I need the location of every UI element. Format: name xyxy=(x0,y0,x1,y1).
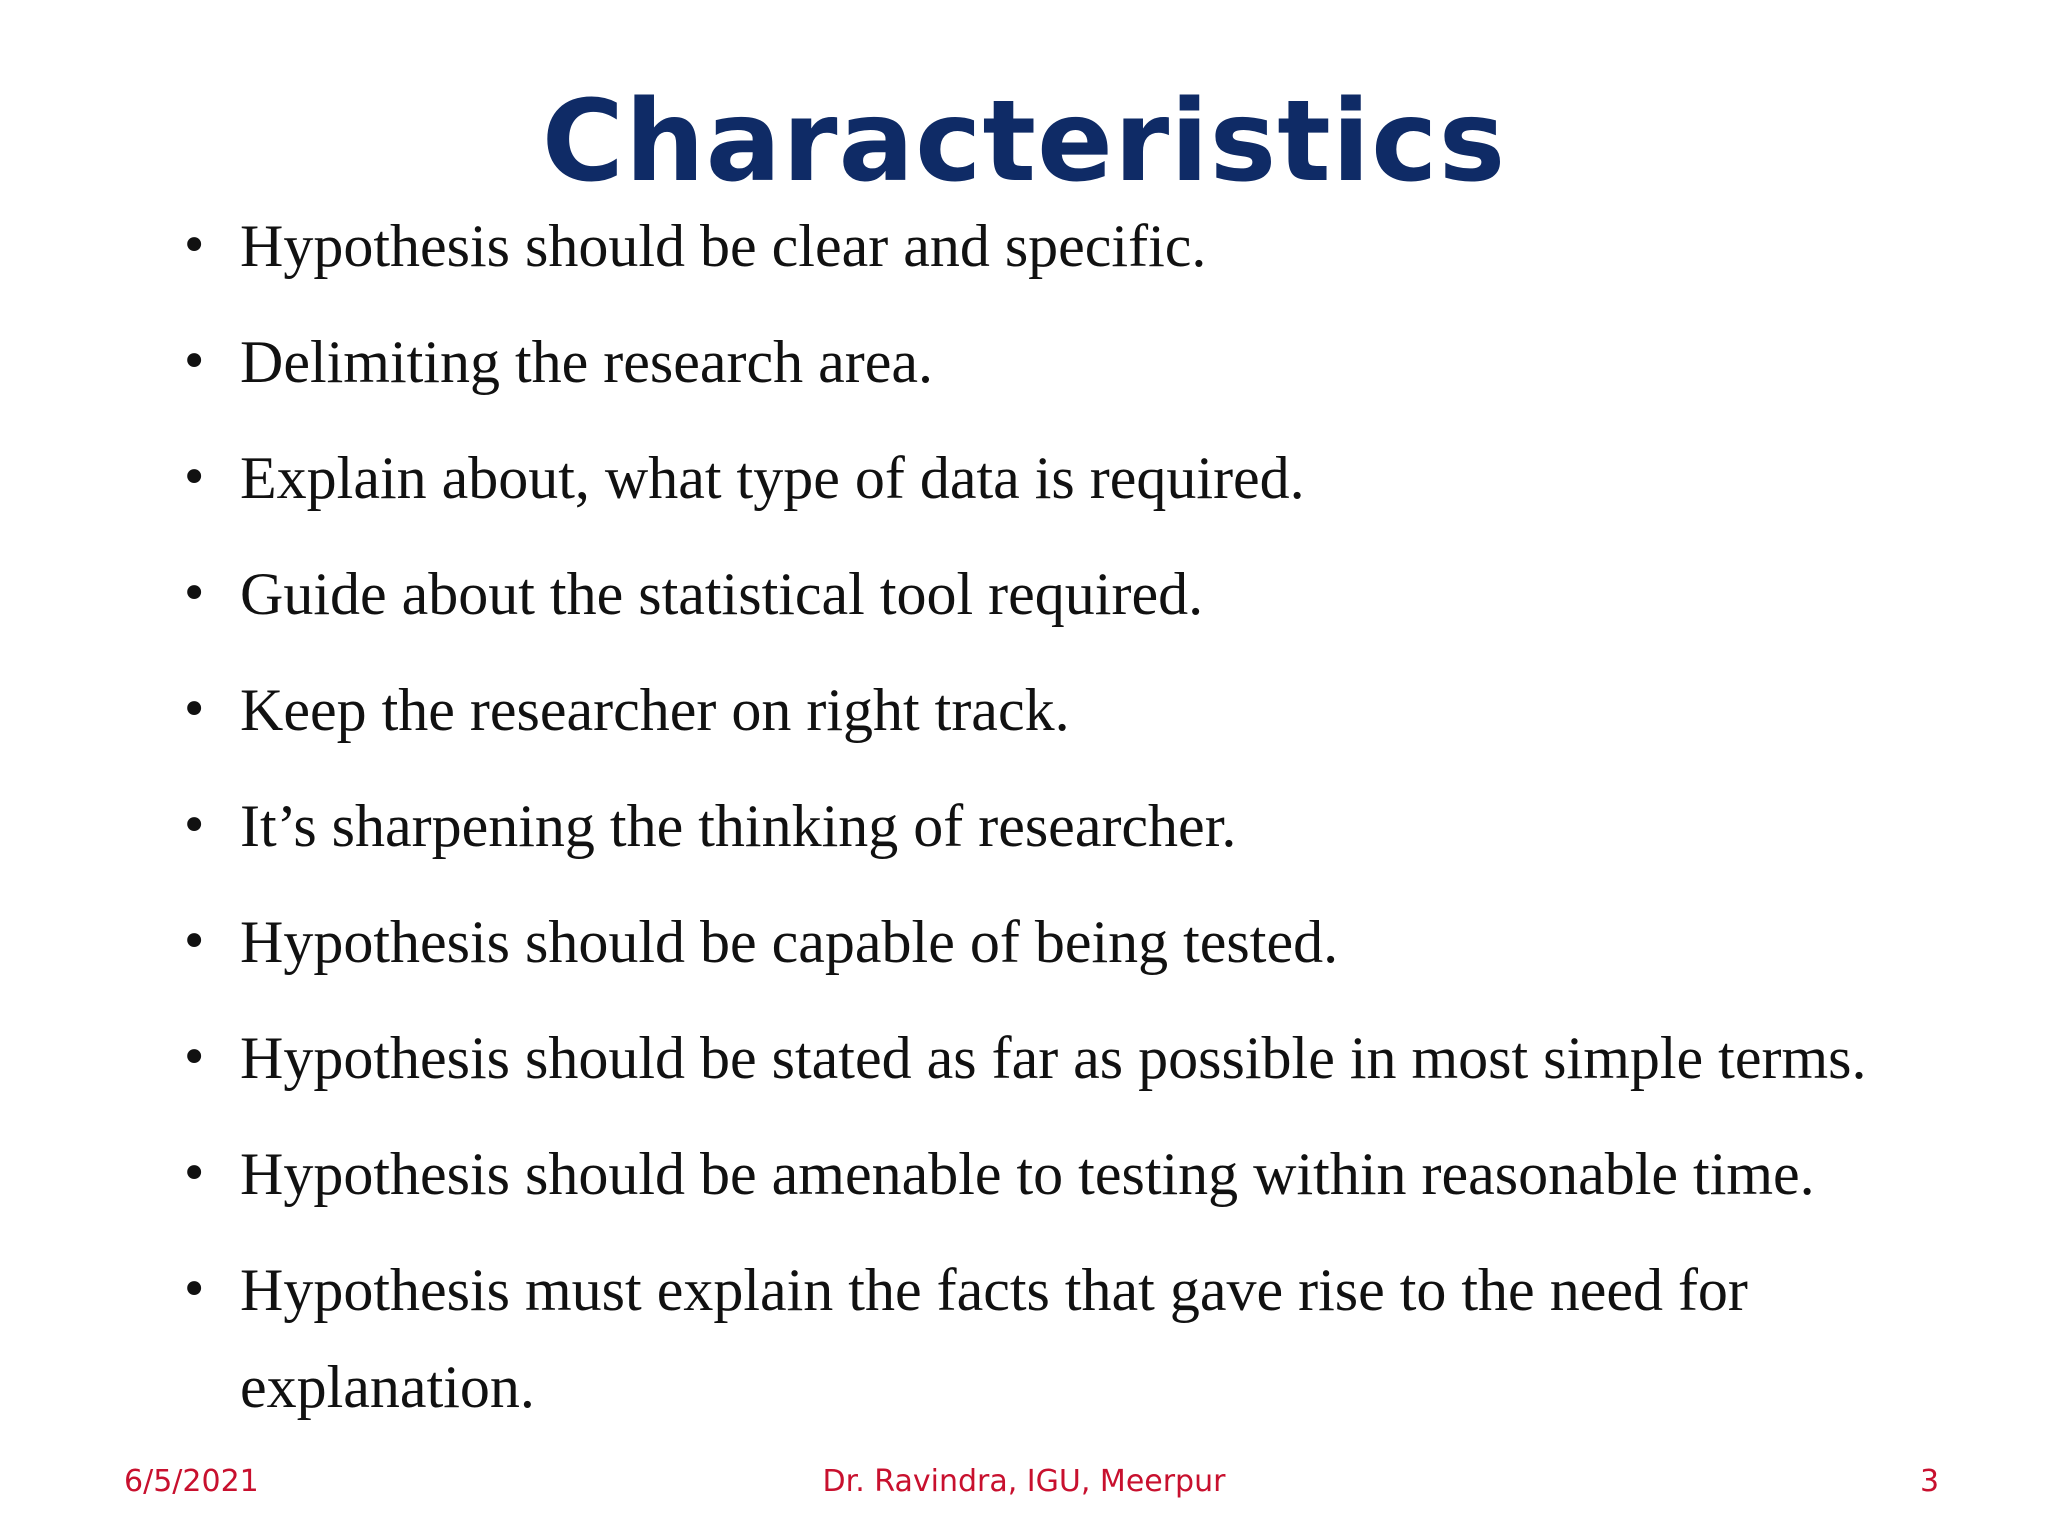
bullet-text: Hypothesis should be clear and specific. xyxy=(240,213,1207,279)
bullet-text: Delimiting the research area. xyxy=(240,329,933,395)
bullet-text: Explain about, what type of data is required. xyxy=(240,445,1305,511)
bullet-item xyxy=(170,894,2030,1010)
bullet-list xyxy=(170,198,2030,1436)
bullet-text: Keep the researcher on right track. xyxy=(240,677,1070,743)
bullet-icon: • xyxy=(180,334,209,390)
bullet-item xyxy=(170,1126,2030,1242)
bullet-icon: • xyxy=(180,1262,209,1318)
footer-page-number: 3 xyxy=(1920,1464,1940,1499)
bullet-icon: • xyxy=(180,1146,209,1202)
bullet-item xyxy=(170,1010,2030,1126)
bullet-item xyxy=(170,546,2030,662)
bullet-icon: • xyxy=(180,218,209,274)
bullet-text: Guide about the statistical tool required. xyxy=(240,561,1204,627)
footer-author: Dr. Ravindra, IGU, Meerpur xyxy=(822,1464,1226,1499)
bullet-text: Hypothesis should be capable of being tested. xyxy=(240,909,1339,975)
bullet-icon: • xyxy=(180,798,209,854)
bullet-text: It’s sharpening the thinking of researcher. xyxy=(240,793,1237,859)
footer-date: 6/5/2021 xyxy=(124,1464,259,1499)
bullet-text: Hypothesis should be stated as far as possible in most simple terms. xyxy=(240,1025,1867,1091)
bullet-item xyxy=(170,1242,1940,1436)
bullet-text: Hypothesis must explain the facts that gave rise to the need for explanation. xyxy=(240,1257,1748,1420)
bullet-item xyxy=(170,198,2030,314)
slide-title: Characteristics xyxy=(541,77,1507,207)
bullet-icon: • xyxy=(180,450,209,506)
bullet-item xyxy=(170,314,2030,430)
bullet-item xyxy=(170,778,2030,894)
bullet-item xyxy=(170,430,2030,546)
bullet-text: Hypothesis should be amenable to testing within reasonable time. xyxy=(240,1141,1815,1207)
bullet-item xyxy=(170,662,2030,778)
bullet-icon: • xyxy=(180,914,209,970)
bullet-icon: • xyxy=(180,1030,209,1086)
bullet-icon: • xyxy=(180,682,209,738)
bullet-icon: • xyxy=(180,566,209,622)
